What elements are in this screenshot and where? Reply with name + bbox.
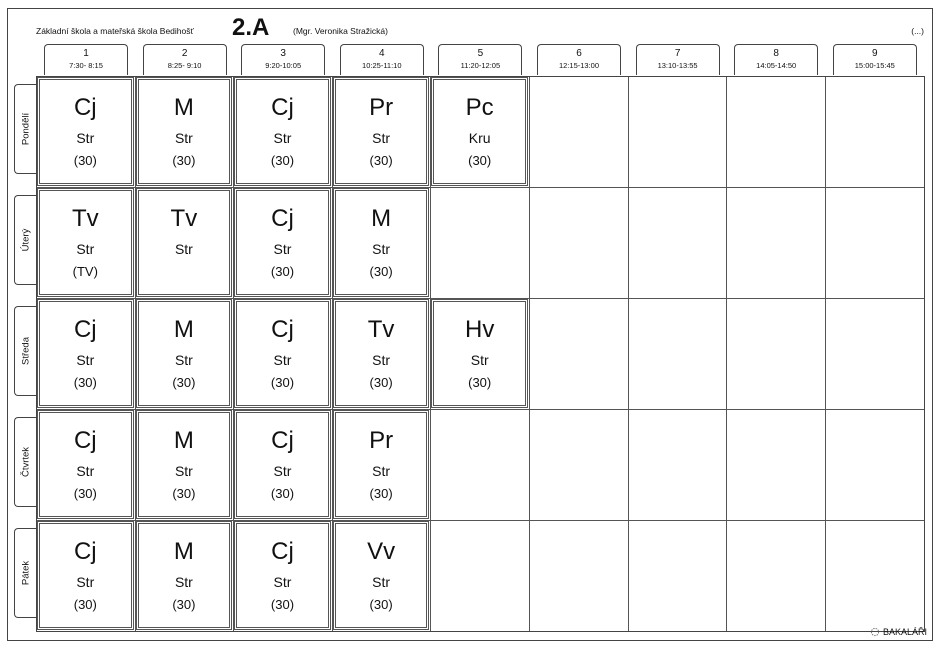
- lesson-cell[interactable]: [136, 77, 233, 186]
- period-time: 15:00-15:45: [854, 61, 895, 70]
- lesson-room: (30): [73, 375, 97, 390]
- grid-column-divider: [628, 77, 629, 631]
- lesson-cell[interactable]: [37, 410, 134, 519]
- school-name: Základní škola a mateřská škola Bedihošť: [36, 26, 194, 36]
- period-time: 13:10-13:55: [657, 61, 698, 70]
- period-number: 9: [872, 48, 878, 59]
- lesson-teacher: Str: [76, 241, 95, 257]
- period-time: 11:20-12:05: [460, 61, 501, 70]
- period-number: 4: [379, 48, 385, 59]
- period-2-header: [143, 44, 227, 75]
- lesson-subject: M: [173, 316, 194, 343]
- period-5-header: [438, 44, 522, 75]
- lesson-subject: Pr: [369, 94, 394, 121]
- lesson-cell[interactable]: [333, 77, 430, 186]
- lesson-subject: Pc: [465, 94, 494, 121]
- lesson-room: (30): [369, 375, 393, 390]
- lesson-cell[interactable]: [333, 299, 430, 408]
- lesson-subject: Cj: [73, 427, 97, 454]
- period-9-header: [833, 44, 917, 75]
- lesson-cell[interactable]: [37, 299, 134, 408]
- brand-name: BAKALÁŘI: [882, 627, 927, 637]
- lesson-teacher: Str: [174, 130, 193, 146]
- lesson-teacher: Str: [273, 241, 292, 257]
- lesson-teacher: Str: [76, 463, 95, 479]
- lesson-teacher: Str: [76, 574, 95, 590]
- lesson-cell[interactable]: [37, 188, 134, 297]
- period-7-header: [636, 44, 720, 75]
- class-title: 2.A: [232, 14, 270, 41]
- period-number: 5: [477, 48, 484, 59]
- lesson-teacher: Str: [273, 574, 292, 590]
- lesson-teacher: Str: [174, 463, 193, 479]
- lesson-room: (30): [270, 153, 295, 168]
- day-1-header: [14, 84, 37, 174]
- period-number: 6: [576, 48, 582, 59]
- lesson-room: (30): [172, 375, 196, 390]
- lesson-room: (30): [369, 153, 393, 168]
- period-number: 3: [280, 48, 286, 59]
- period-number: 2: [181, 48, 188, 59]
- lesson-room: (30): [369, 597, 393, 612]
- lesson-cell[interactable]: [234, 299, 331, 408]
- lesson-cell[interactable]: [136, 521, 233, 630]
- period-3-header: [241, 44, 325, 75]
- grid-column-divider: [529, 77, 530, 631]
- lesson-room: (30): [270, 486, 295, 501]
- day-label: Čtvrtek: [20, 446, 32, 478]
- lesson-cell[interactable]: [431, 77, 528, 186]
- lesson-subject: M: [173, 427, 194, 454]
- lesson-teacher: Str: [273, 130, 292, 146]
- lesson-subject: M: [371, 205, 392, 232]
- lesson-room: (30): [73, 486, 97, 501]
- period-time: 12:15-13:00: [558, 61, 600, 70]
- period-number: 8: [773, 48, 779, 59]
- lesson-subject: Cj: [271, 316, 294, 343]
- period-8-header: [734, 44, 818, 75]
- grid-column-divider: [825, 77, 826, 631]
- period-number: 1: [83, 48, 89, 59]
- lesson-room: (30): [172, 153, 196, 168]
- period-number: 7: [674, 48, 681, 59]
- lesson-room: (30): [369, 486, 393, 501]
- lesson-cell[interactable]: [234, 410, 331, 519]
- lesson-teacher: Str: [76, 130, 95, 146]
- lesson-subject: Tv: [170, 205, 198, 232]
- lesson-cell[interactable]: [333, 410, 430, 519]
- lesson-teacher: Kru: [468, 130, 491, 146]
- lesson-cell[interactable]: [234, 188, 331, 297]
- day-label: Úterý: [20, 228, 32, 252]
- lesson-room: (30): [73, 153, 97, 168]
- lesson-cell[interactable]: [333, 188, 430, 297]
- lesson-teacher: Str: [174, 352, 193, 368]
- lesson-subject: Cj: [271, 538, 294, 565]
- lesson-room: (TV): [72, 264, 98, 279]
- lesson-subject: Pr: [369, 427, 394, 454]
- period-time: 9:20-10:05: [265, 61, 302, 70]
- period-1-header: [44, 44, 128, 75]
- lesson-room: (30): [172, 486, 196, 501]
- lesson-cell[interactable]: [136, 410, 233, 519]
- lesson-teacher: Str: [76, 352, 95, 368]
- lesson-subject: Cj: [73, 316, 97, 343]
- day-4-header: [14, 417, 37, 507]
- lesson-teacher: Str: [174, 574, 193, 590]
- lesson-subject: Cj: [73, 94, 97, 121]
- lesson-cell[interactable]: [37, 77, 134, 186]
- lesson-room: (30): [369, 264, 393, 279]
- lesson-cell[interactable]: [234, 521, 331, 630]
- lesson-room: (30): [172, 597, 196, 612]
- lesson-teacher: Str: [174, 241, 193, 257]
- lesson-teacher: Str: [273, 463, 292, 479]
- lesson-subject: Tv: [71, 205, 99, 232]
- lesson-teacher: Str: [273, 352, 292, 368]
- lesson-room: (30): [270, 264, 295, 279]
- more-indicator: (...): [911, 26, 924, 36]
- lesson-cell[interactable]: [333, 521, 430, 630]
- lesson-teacher: Str: [372, 574, 391, 590]
- period-6-header: [537, 44, 621, 75]
- lesson-room: (30): [73, 597, 97, 612]
- period-time: 8:25- 9:10: [167, 61, 202, 70]
- lesson-teacher: Str: [372, 130, 391, 146]
- lesson-subject: Hv: [465, 316, 495, 343]
- lesson-subject: Cj: [271, 205, 294, 232]
- lesson-room: (30): [468, 375, 492, 390]
- lesson-cell[interactable]: [234, 77, 331, 186]
- lesson-subject: Cj: [73, 538, 97, 565]
- lesson-cell[interactable]: [37, 521, 134, 630]
- lesson-room: (30): [468, 153, 492, 168]
- lesson-subject: Cj: [271, 427, 294, 454]
- lesson-cell[interactable]: [136, 188, 233, 297]
- grid-column-divider: [726, 77, 727, 631]
- lesson-subject: Cj: [271, 94, 294, 121]
- lesson-subject: M: [173, 94, 194, 121]
- lesson-cell[interactable]: [136, 299, 233, 408]
- bakalari-logo-icon: [870, 627, 880, 637]
- period-time: 14:05-14:50: [756, 61, 797, 70]
- brand-footer: [870, 627, 927, 637]
- day-label: Pátek: [20, 560, 32, 586]
- day-label: Středa: [20, 337, 32, 365]
- lesson-room: (30): [270, 597, 295, 612]
- period-4-header: [340, 44, 424, 75]
- period-time: 10:25-11:10: [362, 61, 402, 70]
- lesson-cell[interactable]: [431, 299, 528, 408]
- lesson-teacher: Str: [372, 241, 391, 257]
- lesson-teacher: Str: [470, 352, 489, 368]
- lesson-subject: Tv: [367, 316, 395, 343]
- period-time: 7:30- 8:15: [69, 61, 103, 70]
- day-5-header: [14, 528, 37, 618]
- lesson-room: (30): [270, 375, 295, 390]
- lesson-teacher: Str: [372, 463, 391, 479]
- lesson-teacher: Str: [372, 352, 391, 368]
- lesson-subject: M: [173, 538, 194, 565]
- day-label: Pondělí: [20, 112, 32, 146]
- lesson-subject: Vv: [367, 538, 396, 565]
- day-2-header: [14, 195, 37, 285]
- class-teacher: (Mgr. Veronika Stražická): [293, 26, 388, 36]
- day-3-header: [14, 306, 37, 396]
